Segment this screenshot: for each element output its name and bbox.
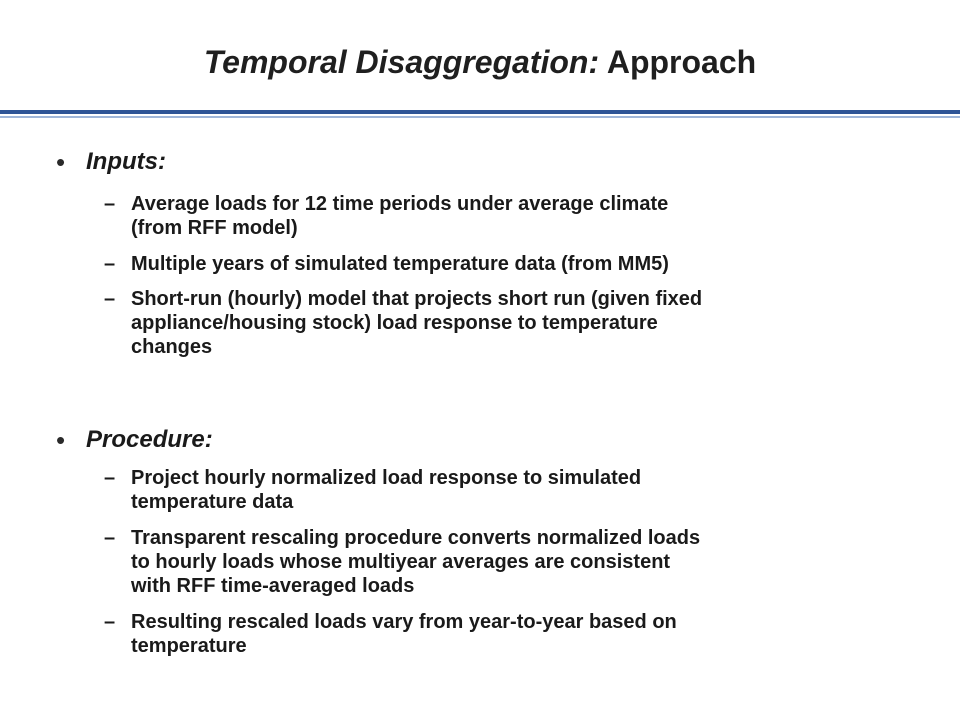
text-line: Resulting rescaled loads vary from year-to-year based on xyxy=(131,611,677,633)
text-line: appliance/housing stock) load response to temperature xyxy=(131,312,658,334)
text-line: Project hourly normalized load response to simulated xyxy=(131,467,642,489)
list-item xyxy=(0,252,960,276)
text-line: temperature xyxy=(131,635,247,657)
dash-icon: – xyxy=(104,611,116,633)
dash-icon: – xyxy=(104,253,116,275)
section-procedure xyxy=(0,424,960,658)
list-item xyxy=(0,287,960,359)
title-divider-thin xyxy=(0,116,960,118)
list-item-text xyxy=(131,192,921,240)
list-item-text xyxy=(131,610,921,658)
title-italic-part: Temporal Disaggregation: xyxy=(203,44,600,80)
list-item-text xyxy=(131,287,921,359)
section-label-procedure: Procedure: xyxy=(86,426,213,453)
title-plain-part: Approach xyxy=(606,44,757,80)
list-item xyxy=(0,526,960,598)
dash-icon: – xyxy=(104,527,116,549)
list-item xyxy=(0,192,960,240)
list-item-text xyxy=(131,526,921,598)
text-line: temperature data xyxy=(131,491,294,513)
text-line: changes xyxy=(131,336,213,358)
text-line: with RFF time-averaged loads xyxy=(131,575,415,597)
section-head xyxy=(0,424,960,456)
list-item-text xyxy=(131,466,921,514)
list-item xyxy=(0,610,960,658)
slide-title xyxy=(0,38,960,86)
text-line: Short-run (hourly) model that projects short run (given fixed xyxy=(131,288,703,310)
list-item-text xyxy=(131,252,921,276)
bullet-icon: • xyxy=(56,147,66,177)
text-line: (from RFF model) xyxy=(131,217,298,239)
text-line: Average loads for 12 time periods under average climate xyxy=(131,193,669,215)
list-item xyxy=(0,466,960,514)
dash-icon: – xyxy=(104,193,116,215)
bullet-icon: • xyxy=(56,425,66,455)
dash-icon: – xyxy=(104,288,116,310)
text-line: Multiple years of simulated temperature data (from MM5) xyxy=(131,253,669,275)
text-line: to hourly loads whose multiyear averages are consistent xyxy=(131,551,671,573)
section-head xyxy=(0,146,960,178)
section-inputs xyxy=(0,146,960,359)
text-line: Transparent rescaling procedure converts normalized loads xyxy=(131,527,701,549)
section-label-inputs: Inputs: xyxy=(86,148,166,175)
dash-icon: – xyxy=(104,467,116,489)
title-divider-thick xyxy=(0,110,960,114)
